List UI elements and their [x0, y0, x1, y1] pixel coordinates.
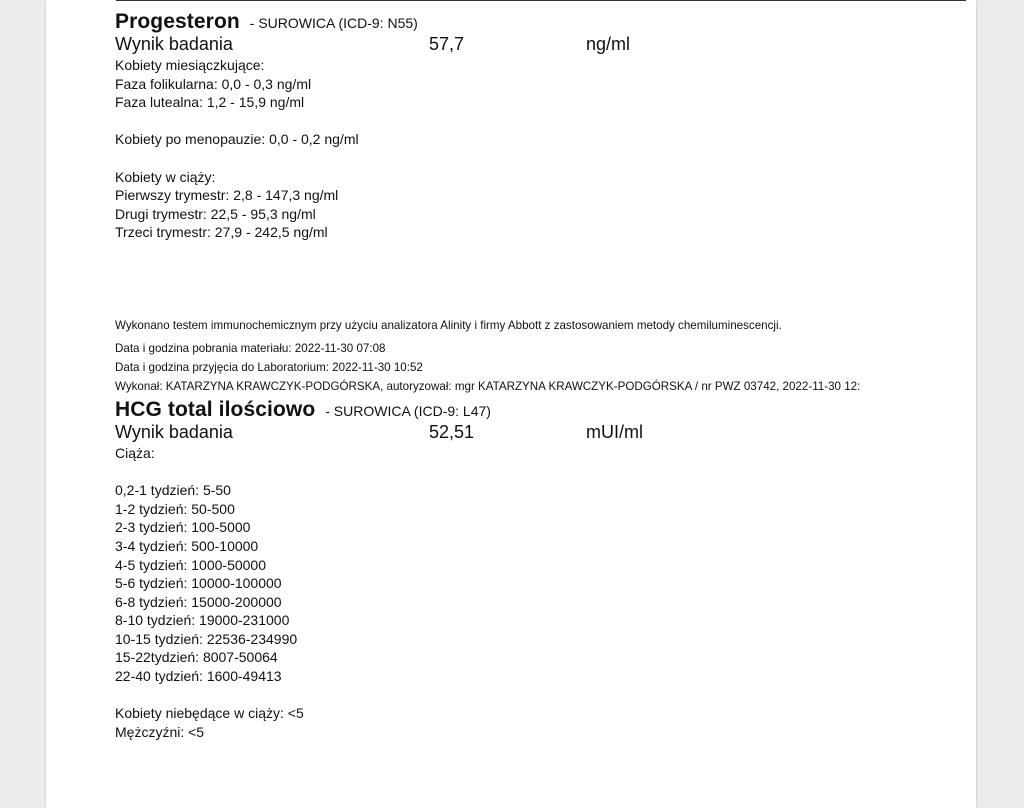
- progesteron-specimen: - SUROWICA (ICD-9: N55): [249, 15, 418, 31]
- ref-line: Kobiety miesiączkujące:: [115, 57, 265, 73]
- hcg-result-row: [115, 422, 975, 444]
- hcg-range-line: 6-8 tydzień: 15000-200000: [115, 593, 282, 610]
- hcg-specimen: - SUROWICA (ICD-9: L47): [325, 402, 491, 419]
- hcg-range-line: 8-10 tydzień: 19000-231000: [115, 612, 290, 629]
- ref-line: Faza folikularna: 0,0 - 0,3 ng/ml: [115, 75, 312, 92]
- men-ref: Mężczyźni: <5: [115, 723, 205, 740]
- ref-line: Faza lutealna: 1,2 - 15,9 ng/ml: [115, 94, 305, 111]
- report-content: [115, 10, 975, 741]
- hcg-range-line: 5-6 tydzień: 10000-100000: [115, 575, 282, 592]
- progesteron-result-unit: ng/ml: [586, 34, 631, 54]
- hcg-range-line: 2-3 tydzień: 100-5000: [115, 519, 251, 536]
- hcg-result-value: 52,51: [429, 421, 475, 442]
- ref-line: Trzeci trymestr: 27,9 - 242,5 ng/ml: [115, 224, 328, 241]
- hcg-result-label: Wynik badania: [115, 421, 233, 442]
- hcg-range-line: 1-2 tydzień: 50-500: [115, 500, 235, 517]
- ref-line: Pierwszy trymestr: 2,8 - 147,3 ng/ml: [115, 187, 339, 204]
- progesteron-result-row: [115, 34, 975, 56]
- hcg-range-line: 10-15 tydzień: 22536-234990: [115, 630, 298, 647]
- progesteron-header: [115, 10, 975, 34]
- hcg-range-line: 22-40 tydzień: 1600-49413: [115, 668, 282, 685]
- hcg-range-line: 4-5 tydzień: 1000-50000: [115, 556, 266, 573]
- ref-line: Kobiety po menopauzie: 0,0 - 0,2 ng/ml: [115, 131, 359, 148]
- document-page: [46, 0, 976, 808]
- non-pregnant-ref: Kobiety niebędące w ciąży: <5: [115, 705, 304, 722]
- progesteron-result-label: Wynik badania: [115, 34, 233, 54]
- performed-by: Wykonał: KATARZYNA KRAWCZYK-PODGÓRSKA, autoryzował: mgr KATARZYNA KRAWCZYK-PODGÓRSKA / nr PWZ 03742, 2022-11-30 12:: [115, 379, 861, 393]
- progesteron-result-value: 57,7: [429, 34, 465, 54]
- collection-datetime: Data i godzina pobrania materiału: 2022-11-30 07:08: [115, 341, 386, 355]
- hcg-result-unit: mUI/ml: [586, 421, 643, 442]
- ref-line: Kobiety w ciąży:: [115, 168, 216, 185]
- method-note: Wykonano testem immunochemicznym przy użyciu analizatora Alinity i firmy Abbott z zastosowaniem metody chemiluminescencji.: [115, 318, 782, 332]
- hcg-title: HCG total ilościowo: [115, 397, 316, 421]
- hcg-range-line: 15-22tydzień: 8007-50064: [115, 649, 278, 666]
- reception-datetime: Data i godzina przyjęcia do Laboratorium: 2022-11-30 10:52: [115, 360, 423, 374]
- scroll-area[interactable]: [976, 0, 1024, 808]
- progesteron-title: Progesteron: [115, 10, 240, 33]
- hcg-range-line: 3-4 tydzień: 500-10000: [115, 537, 259, 554]
- top-divider: [116, 0, 966, 1]
- ref-line: Drugi trymestr: 22,5 - 95,3 ng/ml: [115, 205, 316, 222]
- hcg-header: [115, 398, 975, 422]
- pregnancy-label: Ciąża:: [115, 444, 155, 461]
- hcg-range-line: 0,2-1 tydzień: 5-50: [115, 482, 231, 499]
